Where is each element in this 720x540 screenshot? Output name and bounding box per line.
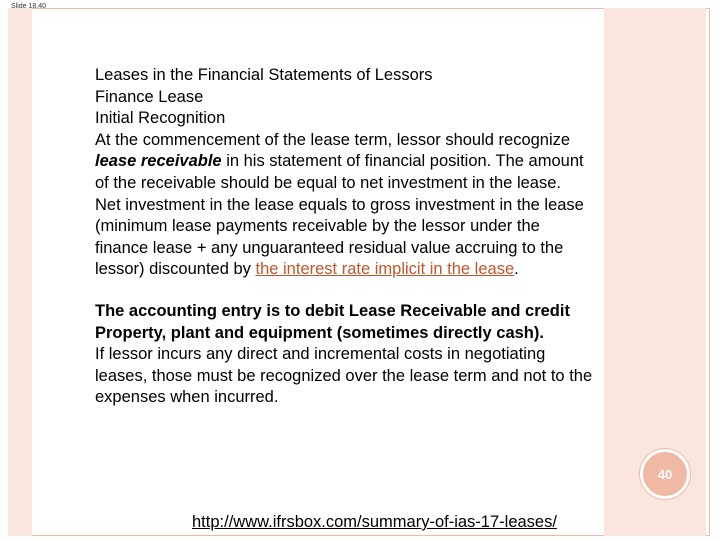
text-segment: Net investment in the lease equals to gross investment in the lease (minimum lease payments receivable by the lessor under the finance lease + any unguaranteed residual value accruing to the lessor) discounted by — [95, 195, 584, 279]
emphasis-text: lease receivable — [95, 152, 222, 171]
interest-rate-link[interactable]: the interest rate implicit in the lease — [255, 260, 515, 279]
slide-content — [95, 65, 595, 409]
heading-line-3: Initial Recognition — [95, 109, 226, 128]
text-segment: in his statement of financial position. The amount of the receivable should be equal to net investment in the lease. — [95, 152, 584, 192]
page-number-badge: 40 — [640, 449, 690, 499]
paragraph-recognition — [95, 130, 595, 195]
heading-line-2: Finance Lease — [95, 87, 204, 106]
slide-label: Slide 18.40 — [11, 3, 47, 10]
heading-line-1: Leases in the Financial Statements of Lessors — [95, 66, 433, 84]
accounting-entry-text: The accounting entry is to debit Lease Receivable and credit Property, plant and equipment (sometimes directly cash). — [95, 301, 570, 342]
text-segment: . — [514, 260, 519, 279]
paragraph-net-investment — [95, 195, 595, 281]
direct-costs-text: If lessor incurs any direct and incremental costs in negotiating leases, those must be recognized over the lease term and not to the expenses when incurred. — [95, 345, 593, 407]
left-decor-strip — [8, 8, 32, 536]
source-url-link[interactable]: http://www.ifrsbox.com/summary-of-ias-17-leases/ — [192, 513, 557, 531]
text-segment: At the commencement of the lease term, lessor should recognize — [95, 130, 571, 149]
